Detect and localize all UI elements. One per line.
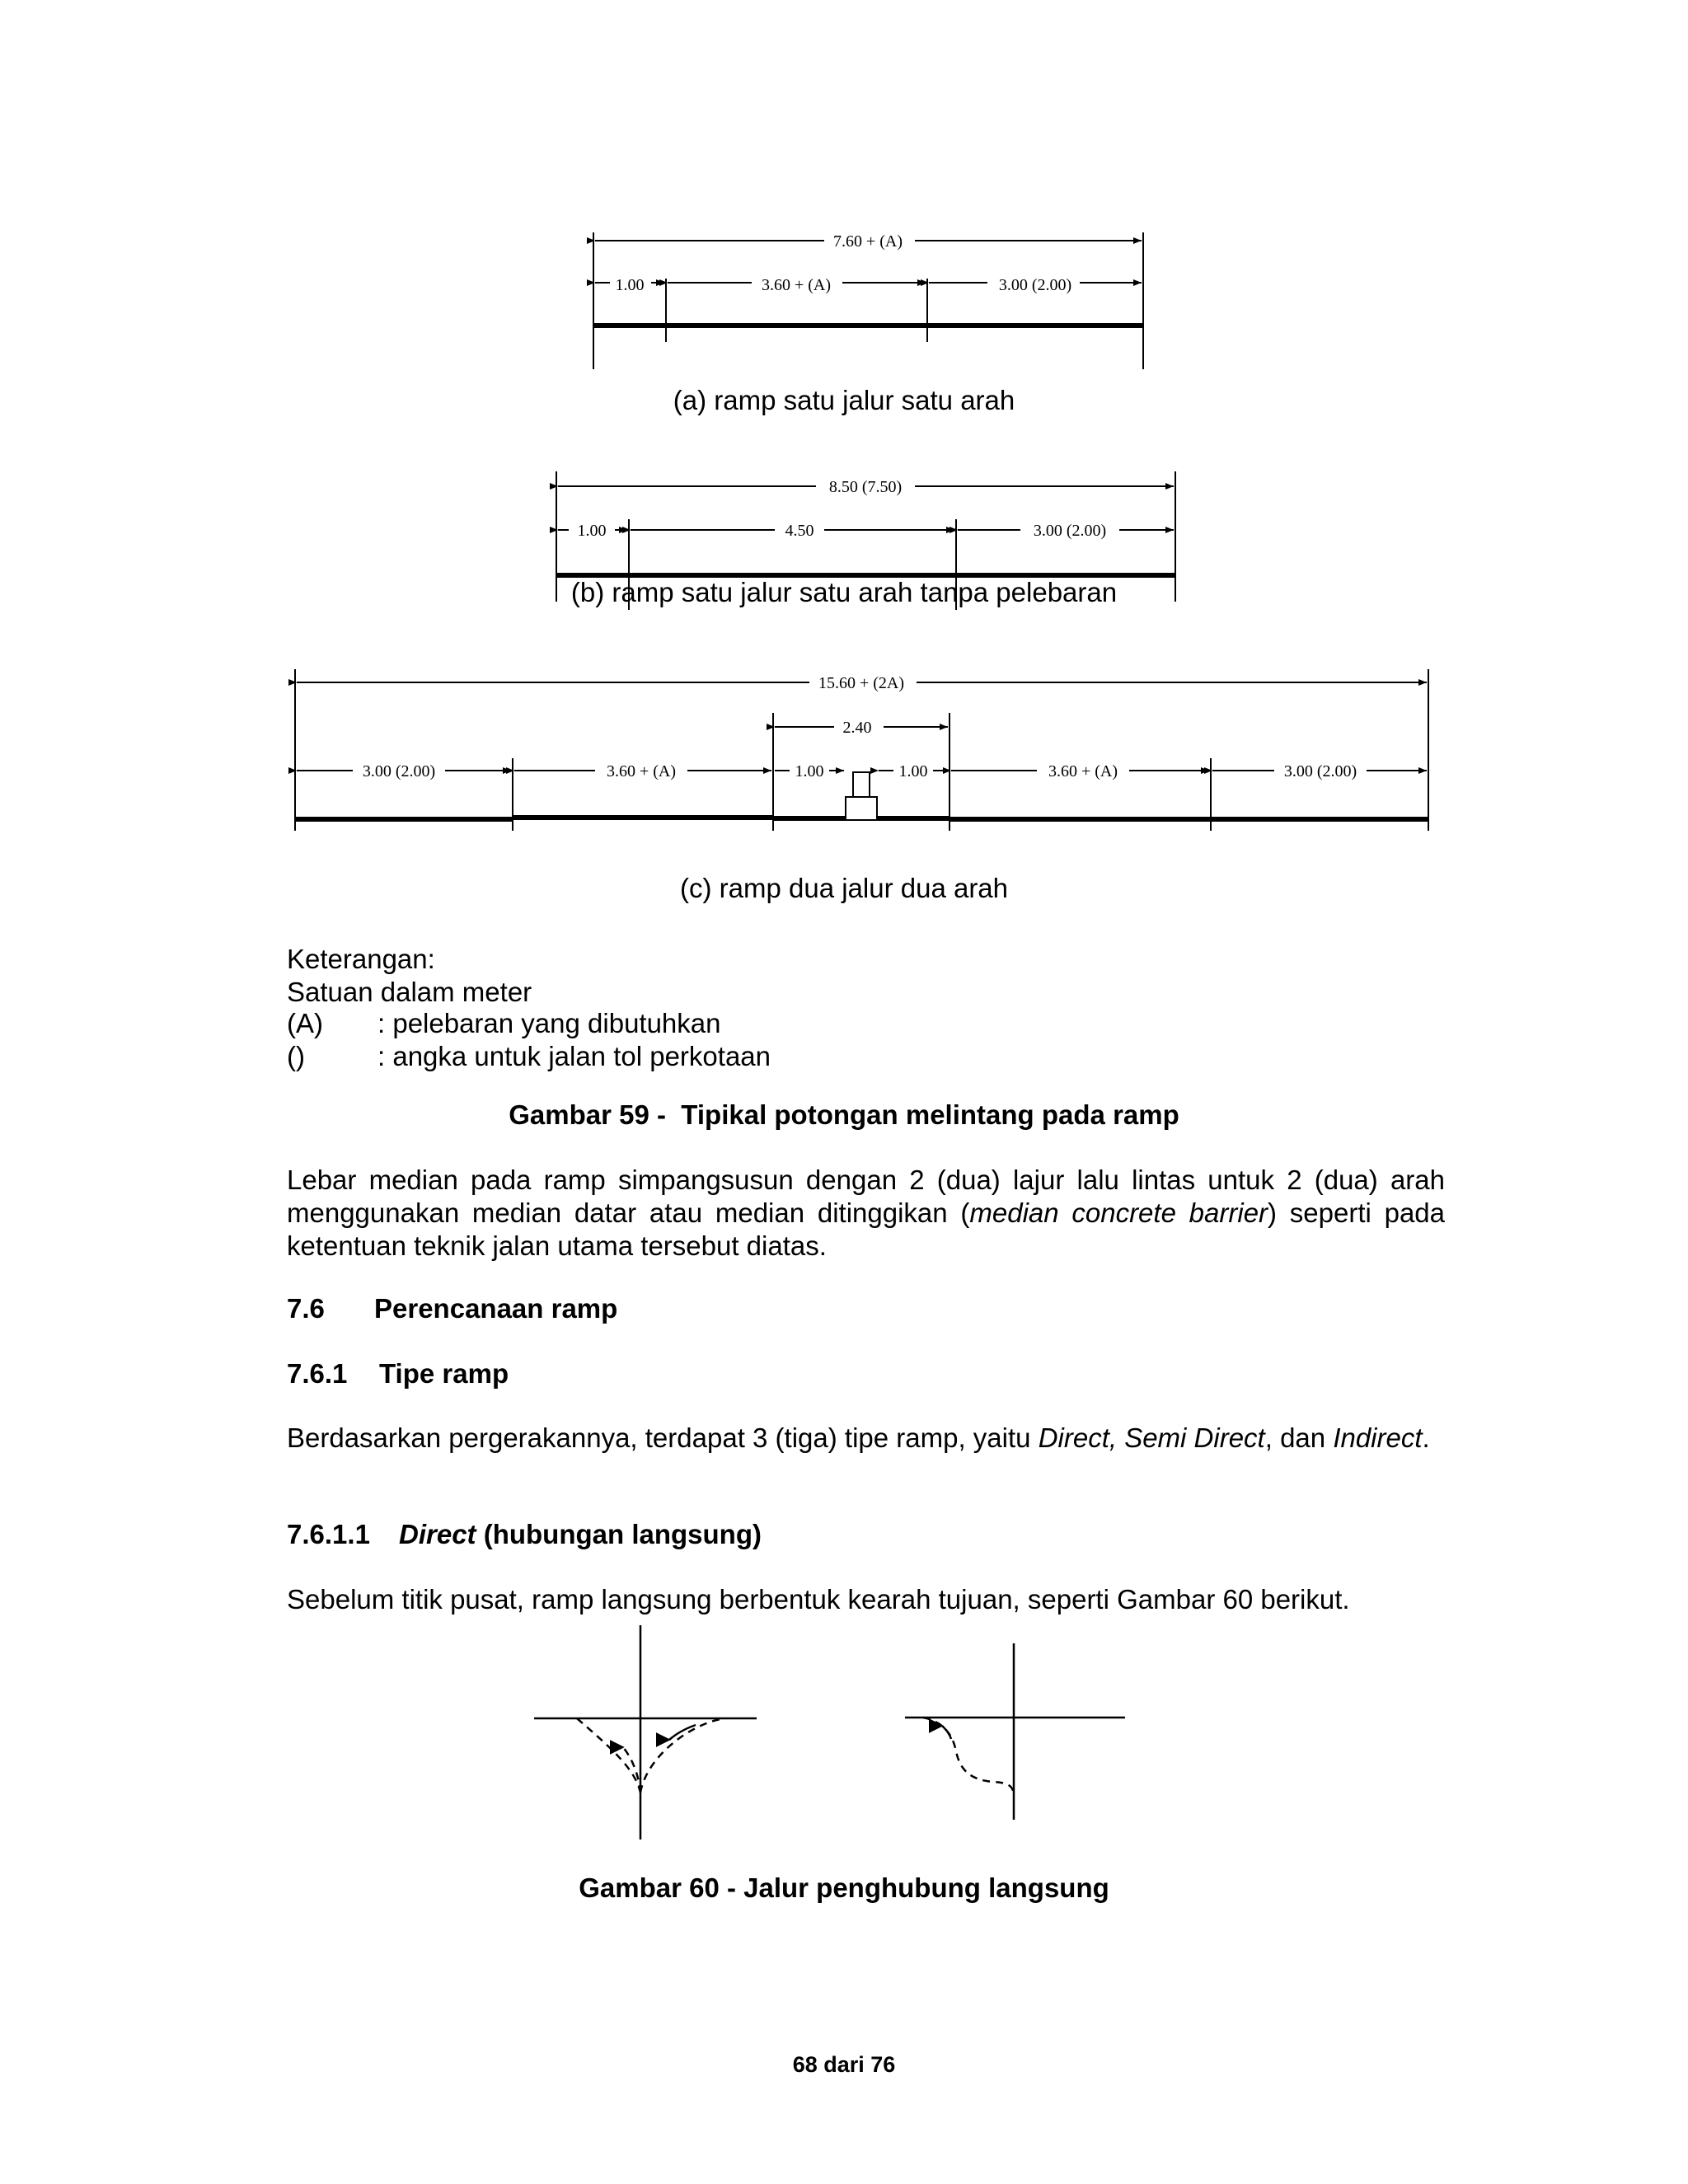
figure-59c-diagram: [280, 659, 1451, 841]
section-title: Perencanaan ramp: [374, 1293, 618, 1324]
figure-59c-seg-3: 1.00: [795, 762, 824, 780]
figure-59c-seg-5: 3.60 + (A): [1048, 762, 1118, 780]
figure-59a-caption: (a) ramp satu jalur satu arah: [673, 385, 1015, 415]
figure-59b-total-label: 8.50 (7.50): [828, 478, 903, 496]
figure-59b-seg-1: 1.00: [577, 522, 607, 540]
legend-title: Keterangan:: [287, 944, 435, 974]
section-number: 7.6: [287, 1293, 325, 1324]
section-heading-7-6-1-1: [287, 1518, 762, 1551]
section-title: Tipe ramp: [379, 1358, 509, 1389]
figure-59a-diagram: [577, 223, 1170, 379]
paragraph-median-text-2: ) seperti pada ketentuan teknik jalan utama tersebut diatas.: [287, 1197, 1446, 1261]
figure-59a-seg-2: 3.60 + (A): [761, 276, 832, 294]
page-number: 68 dari 76: [792, 2052, 896, 2077]
section-title: (hubungan langsung): [476, 1519, 762, 1549]
paragraph-tipe-text-3: .: [1422, 1422, 1430, 1453]
legend-desc: : angka untuk jalan tol perkotaan: [377, 1041, 771, 1071]
figure-59a-total-label: 7.60 + (A): [832, 232, 903, 251]
figure-59-title: Gambar 59 - Tipikal potongan melintang pada ramp: [509, 1099, 1179, 1130]
figure-59c-caption: (c) ramp dua jalur dua arah: [679, 873, 1009, 903]
section-number: 7.6.1: [287, 1358, 348, 1389]
legend-units: Satuan dalam meter: [287, 977, 532, 1007]
paragraph-median-term: median concrete barrier: [969, 1197, 1268, 1228]
legend-item: [287, 1007, 721, 1040]
legend-key: (): [287, 1041, 305, 1071]
figure-59c-total-label: 15.60 + (2A): [818, 674, 905, 692]
figure-59b-caption: (b) ramp satu jalur satu arah tanpa pelebaran: [570, 577, 1118, 607]
figure-59b-seg-3: 3.00 (2.00): [1033, 522, 1107, 540]
legend-key: (A): [287, 1008, 323, 1038]
legend-item: [287, 1040, 771, 1073]
paragraph-median-text-1: Lebar median pada ramp simpangsusun dengan 2 (dua) lajur lalu lintas untuk 2 (dua) arah menggunakan median datar atau median ditinggikan (: [287, 1165, 1445, 1228]
paragraph-tipe-text-2: , dan: [1264, 1422, 1334, 1453]
figure-59c-seg-1: 3.00 (2.00): [362, 762, 436, 780]
section-title-italic: Direct: [399, 1519, 476, 1549]
legend-desc: : pelebaran yang dibutuhkan: [377, 1008, 721, 1038]
paragraph-direct: Sebelum titik pusat, ramp langsung berbentuk kearah tujuan, seperti Gambar 60 berikut.: [287, 1584, 1350, 1615]
figure-59c-seg-2: 3.60 + (A): [606, 762, 677, 780]
figure-59b-seg-2: 4.50: [785, 522, 814, 540]
paragraph-tipe-term-2: Indirect: [1333, 1422, 1423, 1453]
figure-59c-seg-4: 1.00: [898, 762, 928, 780]
paragraph-median: [287, 1164, 1445, 1263]
section-heading-7-6: [287, 1292, 617, 1325]
figure-59c-median-label: 2.40: [842, 719, 872, 737]
figure-59a-seg-3: 3.00 (2.00): [998, 276, 1072, 294]
intersection-left: [534, 1625, 757, 1840]
section-number: 7.6.1.1: [287, 1519, 370, 1549]
paragraph-tipe-term-1: Direct, Semi Direct: [1038, 1422, 1265, 1453]
figure-60-title: Gambar 60 - Jalur penghubung langsung: [579, 1872, 1109, 1903]
section-heading-7-6-1: [287, 1357, 509, 1390]
paragraph-tipe-text-1: Berdasarkan pergerakannya, terdapat 3 (tiga) tipe ramp, yaitu: [287, 1422, 1039, 1453]
figure-59a-seg-1: 1.00: [615, 276, 645, 294]
median-barrier-icon: [846, 772, 877, 820]
figure-60-diagram: [528, 1624, 1137, 1846]
paragraph-tipe-ramp: [287, 1422, 1445, 1455]
intersection-right: [905, 1643, 1125, 1820]
figure-59c-seg-6: 3.00 (2.00): [1283, 762, 1357, 780]
